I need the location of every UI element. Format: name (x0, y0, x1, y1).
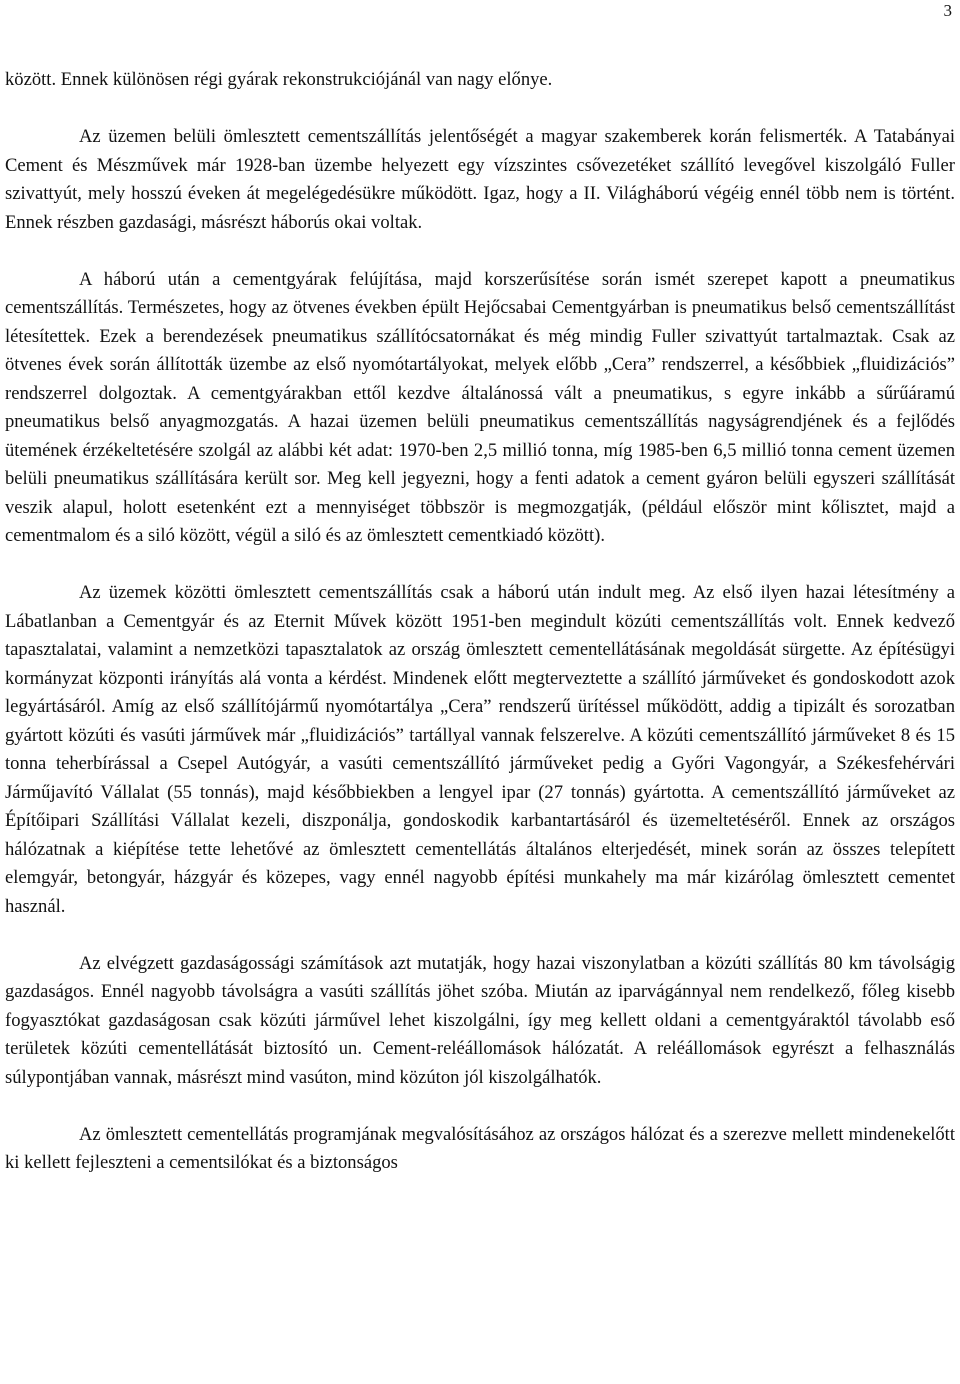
paragraph-gap (5, 551, 955, 580)
paragraph-gap (5, 95, 955, 124)
page-number: 3 (943, 1, 952, 20)
paragraph-gap (5, 1092, 955, 1121)
paragraph-early-history: Az üzemen belüli ömlesztett cementszállítás jelentőségét a magyar szakemberek korán felismerték. A Tatabányai Cement és Mészművek már 1928-ban üzembe helyezett egy vízszintes csővezetéket szállító levegővel kiszolgáló Fuller szivattyút, mely hosszú éveken át megelégedésükre működött. Igaz, hogy a II. Világháború végéig ennél több nem is történt. Ennek részben gazdasági, másrészt háborús okai voltak. (5, 126, 955, 233)
paragraph-continuation: között. Ennek különösen régi gyárak rekonstrukciójánál van nagy előnye. (5, 69, 553, 90)
paragraph-program: Az ömlesztett cementellátás programjának megvalósításához az országos hálózat és a szerezve mellett mindenekelőtt ki kellett fejleszteni a cementsilókat és a biztonságos (5, 1123, 955, 1173)
paragraph-gap (5, 921, 955, 950)
document-body (5, 66, 955, 1178)
paragraph-economics: Az elvégzett gazdaságossági számítások azt mutatják, hogy hazai viszonylatban a közúti szállítás 80 km távolságig gazdaságos. Ennél nagyobb távolságra a vasúti szállítás jöhet szóba. Miután az iparvágánnyal nem rendelkező, főleg kisebb fogyasztókat gazdaságosan csak közúti járművel lehet kiszolgálni, így meg kellett oldani a cementgyáraktól távolabb eső területek közúti cementellátását biztosító un. Cement-reléállomások hálózatát. A reléállomások egyrészt a felhasználás súlypontjában vannak, másrészt mind vasúton, mind közúton jól kiszolgálhatók. (5, 952, 955, 1088)
paragraph-inter-plant-transport: Az üzemek közötti ömlesztett cementszállítás csak a háború után indult meg. Az első ilyen hazai létesítmény a Lábatlanban a Cementgyár és az Eternit Művek között 1951-ben megindult közúti cementszállítás volt. Ennek kedvező tapasztalatai, valamint a nemzetközi tapasztalatok az ország ömlesztett cementellátásának megoldását sürgette. Az építésügyi kormányzat központi irányítás alá vonta a kérdést. Mindenek előtt megterveztette a szállító járműveket és gondoskodott azok legyártásáról. Amíg az első szállítójármű nyomótartálya „Cera” rendszerű ürítéssel működött, addig a tipizált és sorozatban gyártott közúti és vasúti járművek már „fluidizációs” tartállyal vannak felszerelve. A közúti cementszállító járműveket 8 és 15 tonna teherbírással a Csepel Autógyár, a vasúti cementszállító járműveket pedig a Győri Vagongyár, a Székesfehérvári Járműjavító Vállalat (55 tonnás), majd későbbiekben a lengyel ipar (27 tonnás) gyártotta. A cementszállító járműveket az Építőipari Szállítási Vállalat kezeli, diszponálja, gondoskodik karbantartásáról és üzemeltetéséről. Ennek az országos hálózatnak a kiépítése tette lehetővé az ömlesztett cementellátás általános elterjedését, minek során az összes telepített elemgyár, betongyár, házgyár és közepes, vagy ennél nagyobb építési munkahely ma már kizárólag ömlesztett cementet használ. (5, 582, 955, 917)
paragraph-gap (5, 237, 955, 266)
paragraph-postwar-development: A háború után a cementgyárak felújítása, majd korszerűsítése során ismét szerepet kapott a pneumatikus cementszállítás. Természetes, hogy az ötvenes években épült Hejőcsabai Cementgyárban is pneumatikus belső cementszállítást létesítettek. Ezek a berendezések pneumatikus szállítócsatornákat és még mindig Fuller szivattyút tartalmaztak. Csak az ötvenes évek során állították üzembe az első nyomótartályokat, melyek előbb „Cera” rendszerrel, a későbbiek „fluidizációs” rendszerrel dolgoztak. A cementgyárakban ettől kezdve általánossá vált a pneumatikus, s egyre inkább a sűrűáramú pneumatikus belső anyagmozgatás. A hazai üzemen belüli pneumatikus cementszállítás nagyságrendjének és a fejlődés ütemének érzékeltetésére szolgál az alábbi két adat: 1970-ben 2,5 millió tonna, míg 1985-ben 6,5 millió tonna cement üzemen belüli pneumatikus szállítására került sor. Meg kell jegyezni, hogy a fenti adatok a cement gyáron belüli egyszeri szállítását veszik alapul, holott esetenként ezt a mennyiséget többször is megmozgatják, (például először mint kőlisztet, majd a cementmalom és a siló között, végül a siló és az ömlesztett cementkiadó között). (5, 268, 955, 546)
